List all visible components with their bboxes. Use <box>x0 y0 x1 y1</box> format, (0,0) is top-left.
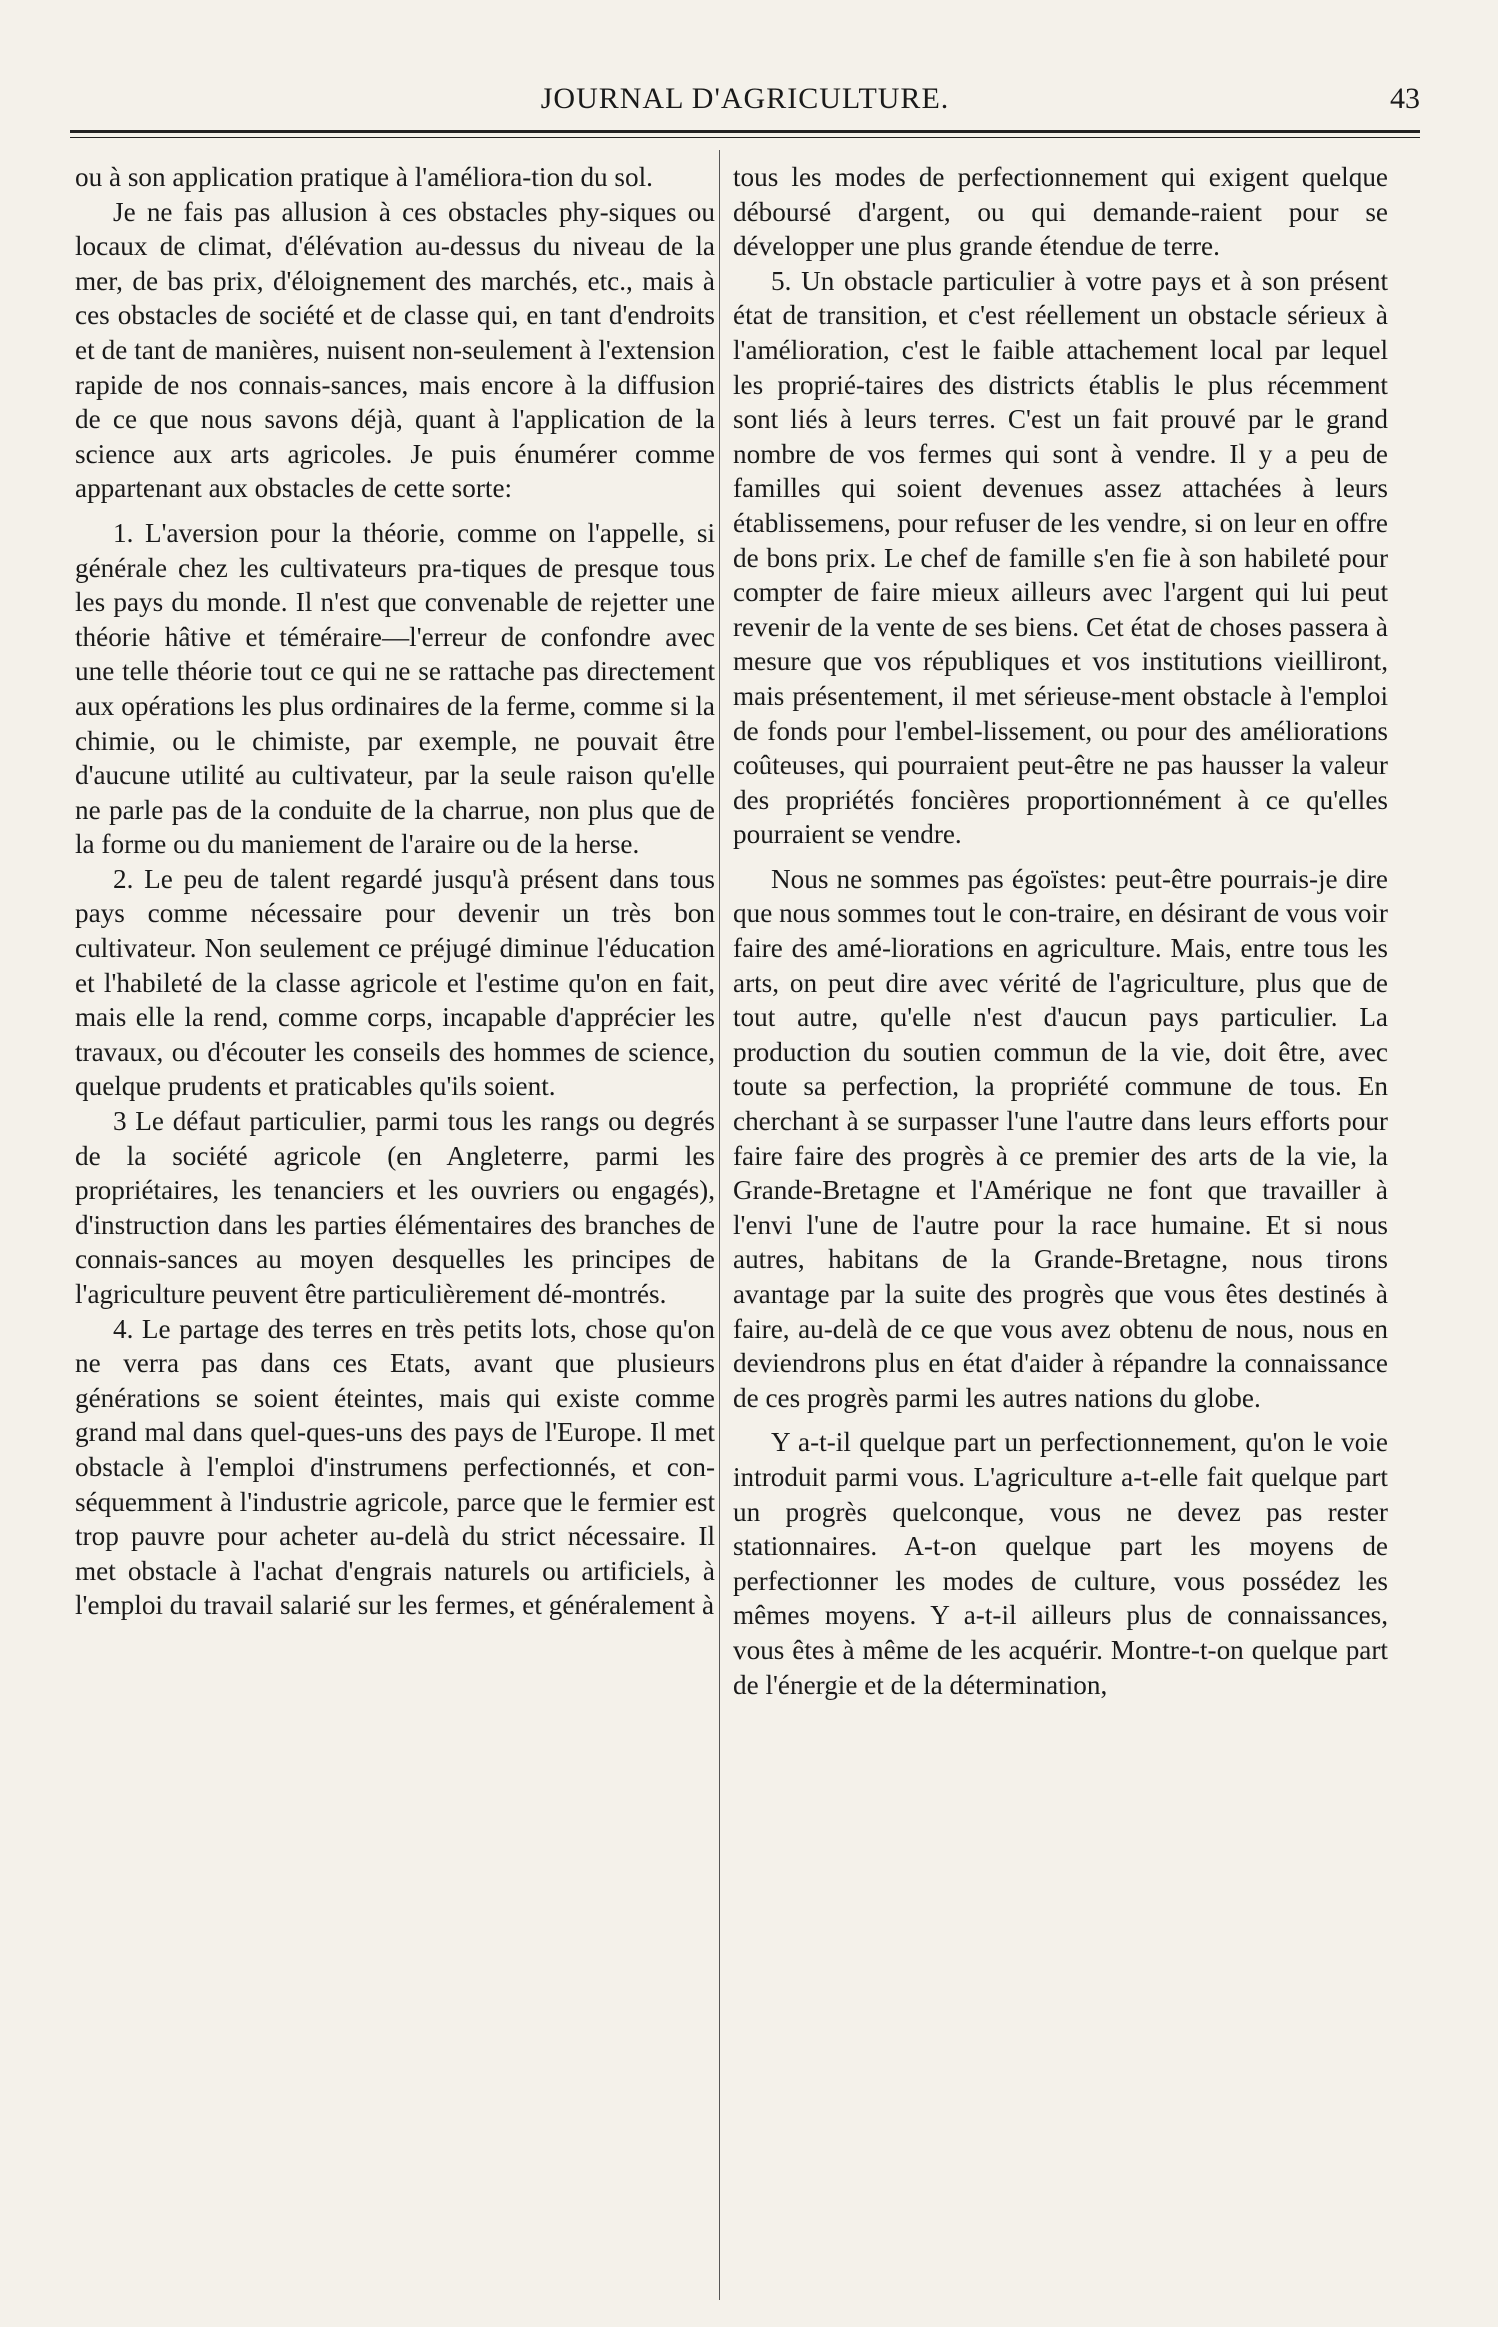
header-rule-thin <box>70 137 1420 138</box>
paragraph: 1. L'aversion pour la théorie, comme on l'appelle, si générale chez les cultivateurs pra-tiques de presque tous les pays du monde. Il n'est que convenable de rejetter une théorie hâtive et téméraire—l'erreur de confondre avec une telle théorie tout ce qui ne se rattache pas directement aux opérations les plus ordinaires de la ferme, comme si la chimie, ou le chimiste, par exemple, ne pouvait être d'aucune utilité au cultivateur, par la seule raison qu'elle ne parle pas de la conduite de la charrue, non plus que de la forme ou du maniement de l'araire ou de la herse. <box>75 517 715 860</box>
page-number: 43 <box>1390 82 1420 115</box>
journal-title: JOURNAL D'AGRICULTURE. <box>540 82 950 115</box>
left-column <box>75 160 715 1623</box>
paragraph: 2. Le peu de talent regardé jusqu'à présent dans tous pays comme nécessaire pour devenir un très bon cultivateur. Non seulement ce préjugé diminue l'éducation et l'habileté de la classe agricole et l'estime qu'on en fait, mais elle la rend, comme corps, incapable d'apprécier les travaux, ou d'écouter les conseils des hommes de science, quelque prudents et praticables qu'ils soient. <box>75 863 715 1102</box>
paragraph: tous les modes de perfectionnement qui exigent quelque déboursé d'argent, ou qui demande-raient pour se développer une plus grande étendue de terre. <box>733 162 1388 262</box>
paragraph: Y a-t-il quelque part un perfectionnement, qu'on le voie introduit parmi vous. L'agriculture a-t-elle fait quelque part un progrès quelconque, vous ne devez pas rester stationnaires. A-t-on quelque part les moyens de perfectionner les modes de culture, vous possédez les mêmes moyens. Y a-t-il ailleurs plus de connaissances, vous êtes à même de les acquérir. Montre-t-on quelque part de l'énergie et de la détermination, <box>733 1427 1388 1700</box>
paragraph: Je ne fais pas allusion à ces obstacles phy-siques ou locaux de climat, d'élévation au-dessus du niveau de la mer, de bas prix, d'éloignement des marchés, etc., mais à ces obstacles de société et de classe qui, en tant d'endroits et de tant de manières, nuisent non-seulement à l'extension rapide de nos connais-sances, mais encore à la diffusion de ce que nous savons déjà, quant à l'application de la science aux arts agricoles. Je puis énumérer comme appartenant aux obstacles de cette sorte: <box>75 196 715 504</box>
paragraph: ou à son application pratique à l'améliora-tion du sol. <box>75 162 653 192</box>
paragraph: 5. Un obstacle particulier à votre pays et à son présent état de transition, et c'est réellement un obstacle sérieux à l'amélioration, c'est le faible attachement local par lequel les proprié-taires des districts établis le plus récemment sont liés à leurs terres. C'est un fait prouvé par le grand nombre de vos fermes qui sont à vendre. Il y a peu de familles qui soient devenues assez attachées à leurs établissemens, pour refuser de les vendre, si on leur en offre de bons prix. Le chef de famille s'en fie à son habileté pour compter de faire mieux ailleurs avec l'argent qui lui peut revenir de la vente de ses biens. Cet état de choses passera à mesure que vos républiques et vos institutions vieilliront, mais présentement, il met sérieuse-ment obstacle à l'emploi de fonds pour l'embel-lissement, ou pour des améliorations coûteuses, qui pourraient peut-être ne pas hausser la valeur des propriétés foncières proportionnément à ce qu'elles pourraient se vendre. <box>733 265 1388 850</box>
header-rule-thick <box>70 130 1420 133</box>
paragraph: 3 Le défaut particulier, parmi tous les rangs ou degrés de la société agricole (en Angleterre, parmi les propriétaires, les tenanciers et les ouvriers ou engagés), d'instruction dans les parties élémentaires des branches de connais-sances au moyen desquelles les principes de l'agriculture peuvent être particulièrement dé-montrés. <box>75 1106 715 1309</box>
paragraph: Nous ne sommes pas égoïstes: peut-être pourrais-je dire que nous sommes tout le con-traire, en désirant de vous voir faire des amé-liorations en agriculture. Mais, entre tous les arts, on peut dire avec vérité de l'agriculture, plus que de tout autre, qu'elle n'est d'aucun pays particulier. La production du soutien commun de la vie, doit être, avec toute sa perfection, la propriété commune de tous. En cherchant à se surpasser l'une l'autre dans leurs efforts pour faire faire des progrès à ce premier des arts de la vie, la Grande-Bretagne et l'Amérique ne font que travailler à l'envi l'une de l'autre pour la race humaine. Et si nous autres, habitans de la Grande-Bretagne, nous tirons avantage par la suite des progrès que vous êtes destinés à faire, au-delà de ce que vous avez obtenu de nous, nous en deviendrons plus en état d'aider à répandre la connaissance de ces progrès parmi les autres nations du globe. <box>733 863 1388 1413</box>
column-divider <box>719 150 720 2300</box>
right-column <box>733 160 1388 1702</box>
page-header <box>70 82 1420 132</box>
paragraph: 4. Le partage des terres en très petits lots, chose qu'on ne verra pas dans ces Etats, avant que plusieurs générations se soient éteintes, mais qui existe comme grand mal dans quel-ques-uns des pays de l'Europe. Il met obstacle à l'emploi d'instrumens perfectionnés, et con-séquemment à l'industrie agricole, parce que le fermier est trop pauvre pour acheter au-delà du strict nécessaire. Il met obstacle à l'achat d'engrais naturels ou artificiels, à l'emploi du travail salarié sur les fermes, et généralement à <box>75 1313 715 1621</box>
